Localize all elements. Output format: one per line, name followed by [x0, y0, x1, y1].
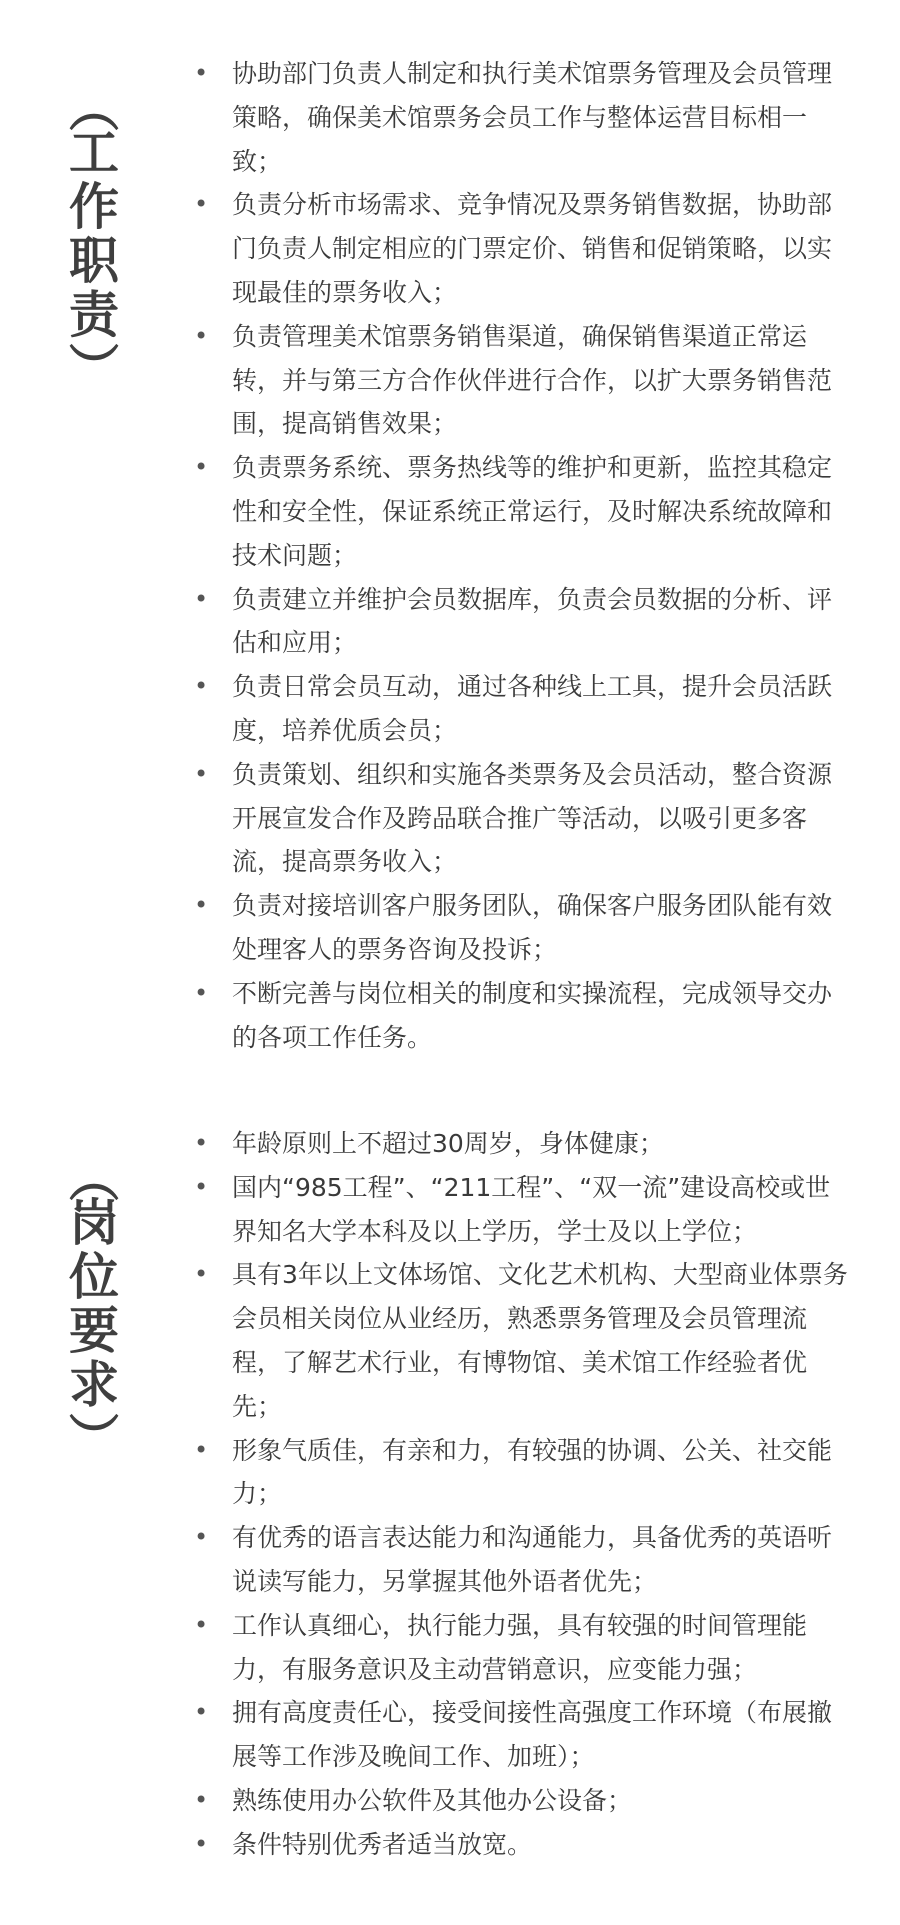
bullet-icon: •: [194, 1260, 209, 1289]
list-item: • 熟练使用办公软件及其他办公设备；: [210, 1779, 855, 1823]
list-item: • 形象气质佳，有亲和力，有较强的协调、公关、社交能力；: [210, 1429, 855, 1517]
duties-list: [194, 52, 855, 1059]
duties-title-text: 工作职责: [61, 126, 119, 342]
list-item: • 有优秀的语言表达能力和沟通能力，具备优秀的英语听说读写能力，另掌握其他外语者优先；: [210, 1516, 855, 1604]
bullet-icon: •: [194, 59, 209, 87]
list-item: • 负责建立并维护会员数据库，负责会员数据的分析、评估和应用；: [210, 578, 855, 666]
bullet-icon: •: [194, 190, 209, 219]
requirements-close-bracket: ）: [61, 1412, 119, 1462]
list-item: • 协助部门负责人制定和执行美术馆票务管理及会员管理策略，确保美术馆票务会员工作与整体运营目标相一致；: [210, 52, 855, 183]
requirements-title: [60, 1152, 120, 1462]
list-item: • 不断完善与岗位相关的制度和实操流程，完成领导交办的各项工作任务。: [210, 972, 855, 1060]
list-item: • 具有3年以上文体场馆、文化艺术机构、大型商业体票务会员相关岗位从业经历，熟悉票务管理及会员管理流程，了解艺术行业，有博物馆、美术馆工作经验者优先；: [210, 1253, 855, 1428]
list-item: • 负责对接培训客户服务团队，确保客户服务团队能有效处理客人的票务咨询及投诉；: [210, 884, 855, 972]
list-item: • 拥有高度责任心，接受间接性高强度工作环境（布展撤展等工作涉及晚间工作、加班）；: [210, 1691, 855, 1779]
requirements-title-text: 岗位要求: [61, 1196, 119, 1412]
list-item: • 负责管理美术馆票务销售渠道，确保销售渠道正常运转，并与第三方合作伙伴进行合作，以扩大票务销售范围，提高销售效果；: [210, 315, 855, 446]
bullet-icon: •: [194, 1785, 209, 1814]
bullet-icon: •: [194, 1435, 209, 1464]
bullet-icon: •: [194, 321, 209, 350]
bullet-icon: •: [194, 1829, 209, 1858]
bullet-icon: •: [194, 978, 209, 1007]
list-item: • 条件特别优秀者适当放宽。: [210, 1823, 855, 1867]
bullet-icon: •: [194, 1129, 209, 1157]
list-item: • 年龄原则上不超过30周岁，身体健康；: [210, 1122, 855, 1166]
list-item: • 负责策划、组织和实施各类票务及会员活动，整合资源开展宣发合作及跨品联合推广等活动，以吸引更多客流，提高票务收入；: [210, 753, 855, 884]
bullet-icon: •: [194, 453, 209, 482]
list-item: • 负责分析市场需求、竞争情况及票务销售数据，协助部门负责人制定相应的门票定价、销售和促销策略，以实现最佳的票务收入；: [210, 183, 855, 314]
bullet-icon: •: [194, 759, 209, 788]
bullet-icon: •: [194, 1698, 209, 1727]
bullet-icon: •: [194, 1610, 209, 1639]
requirements-list: [194, 1122, 855, 1867]
bullet-icon: •: [194, 891, 209, 920]
duties-title: [60, 82, 120, 392]
list-item: • 负责日常会员互动，通过各种线上工具，提升会员活跃度，培养优质会员；: [210, 665, 855, 753]
duties-close-bracket: ）: [61, 342, 119, 392]
list-item: • 工作认真细心，执行能力强，具有较强的时间管理能力，有服务意识及主动营销意识，应变能力强；: [210, 1604, 855, 1692]
bullet-icon: •: [194, 672, 209, 701]
bullet-icon: •: [194, 584, 209, 613]
duties-open-bracket: （: [61, 82, 119, 132]
list-item: • 国内“985工程”、“211工程”、“双一流”建设高校或世界知名大学本科及以上学历，学士及以上学位；: [210, 1166, 855, 1254]
bullet-icon: •: [194, 1523, 209, 1552]
list-item: • 负责票务系统、票务热线等的维护和更新，监控其稳定性和安全性，保证系统正常运行，及时解决系统故障和技术问题；: [210, 446, 855, 577]
requirements-open-bracket: （: [61, 1152, 119, 1202]
bullet-icon: •: [194, 1172, 209, 1201]
